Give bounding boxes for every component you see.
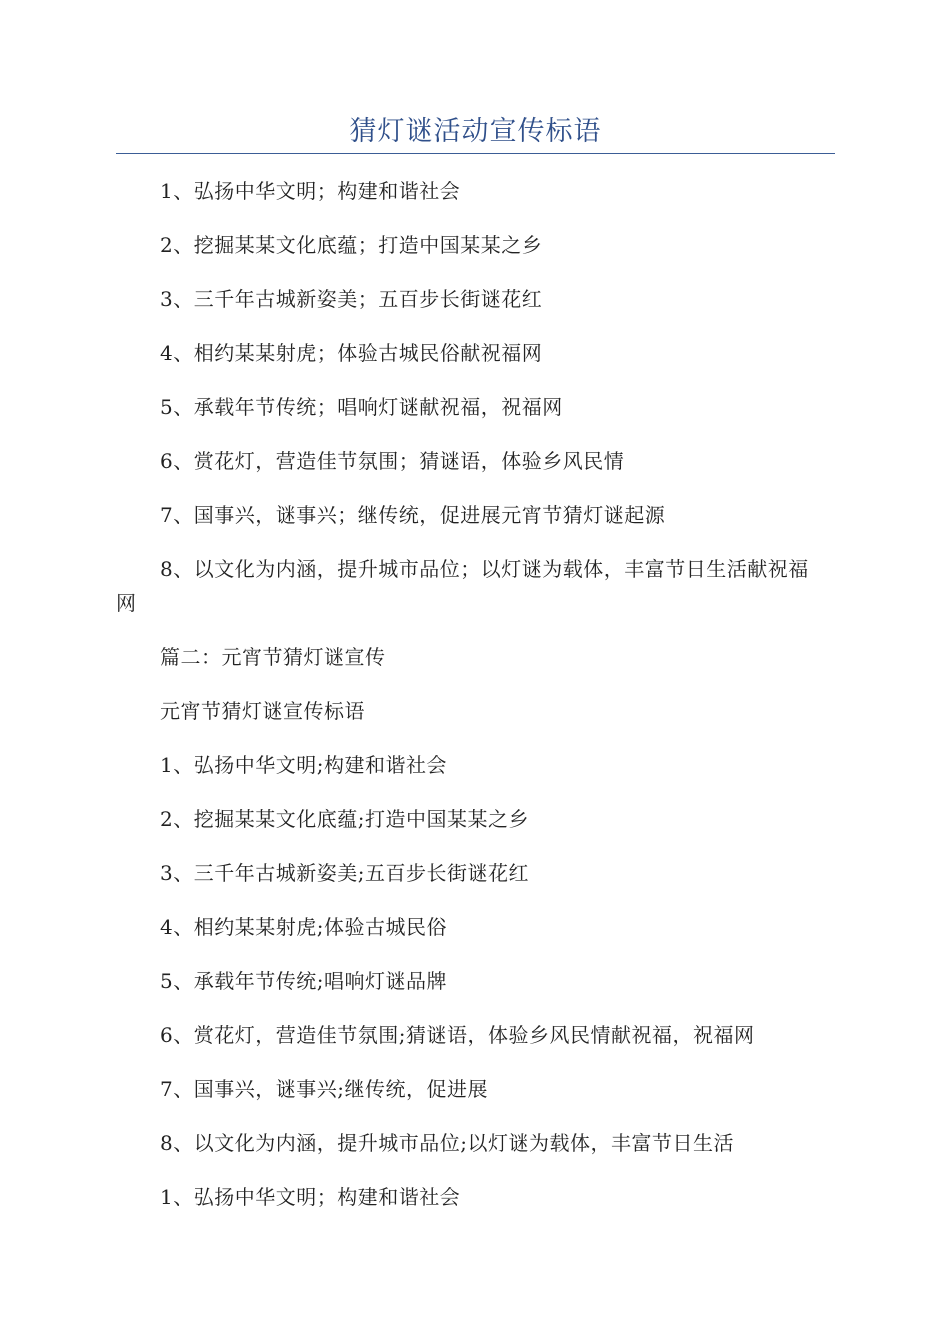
- paragraph: 4、相约某某射虎；体验古城民俗献祝福网: [160, 341, 543, 365]
- paragraph: 5、承载年节传统;唱响灯谜品牌: [160, 969, 447, 993]
- paragraph: 7、国事兴，谜事兴;继传统，促进展: [160, 1077, 488, 1101]
- paragraph: 8、以文化为内涵，提升城市品位；以灯谜为载体，丰富节日生活献祝福网: [116, 557, 809, 615]
- paragraph: 7、国事兴，谜事兴；继传统，促进展元宵节猜灯谜起源: [160, 503, 666, 527]
- paragraph: 3、三千年古城新姿美；五百步长街谜花红: [160, 287, 543, 311]
- paragraph: 1、弘扬中华文明;构建和谐社会: [160, 753, 447, 777]
- paragraph: 2、挖掘某某文化底蕴;打造中国某某之乡: [160, 807, 529, 831]
- paragraph: 2、挖掘某某文化底蕴；打造中国某某之乡: [160, 233, 543, 257]
- paragraph: 4、相约某某射虎;体验古城民俗: [160, 915, 447, 939]
- title-underline: [116, 153, 835, 154]
- paragraph: 1、弘扬中华文明；构建和谐社会: [160, 1185, 461, 1209]
- paragraph: 8、以文化为内涵，提升城市品位;以灯谜为载体，丰富节日生活: [160, 1131, 734, 1155]
- paragraph: 6、赏花灯，营造佳节氛围；猜谜语，体验乡风民情: [160, 449, 625, 473]
- paragraph: 5、承载年节传统；唱响灯谜献祝福，祝福网: [160, 395, 563, 419]
- paragraph: 3、三千年古城新姿美;五百步长街谜花红: [160, 861, 529, 885]
- section-subheading: 元宵节猜灯谜宣传标语: [160, 699, 365, 723]
- document-title: 猜灯谜活动宣传标语: [349, 116, 602, 147]
- paragraph: 6、赏花灯，营造佳节氛围;猜谜语，体验乡风民情献祝福，祝福网: [160, 1023, 755, 1047]
- document-body: [116, 174, 826, 1234]
- paragraph: 1、弘扬中华文明；构建和谐社会: [160, 179, 461, 203]
- section-heading: 篇二：元宵节猜灯谜宣传: [160, 645, 386, 669]
